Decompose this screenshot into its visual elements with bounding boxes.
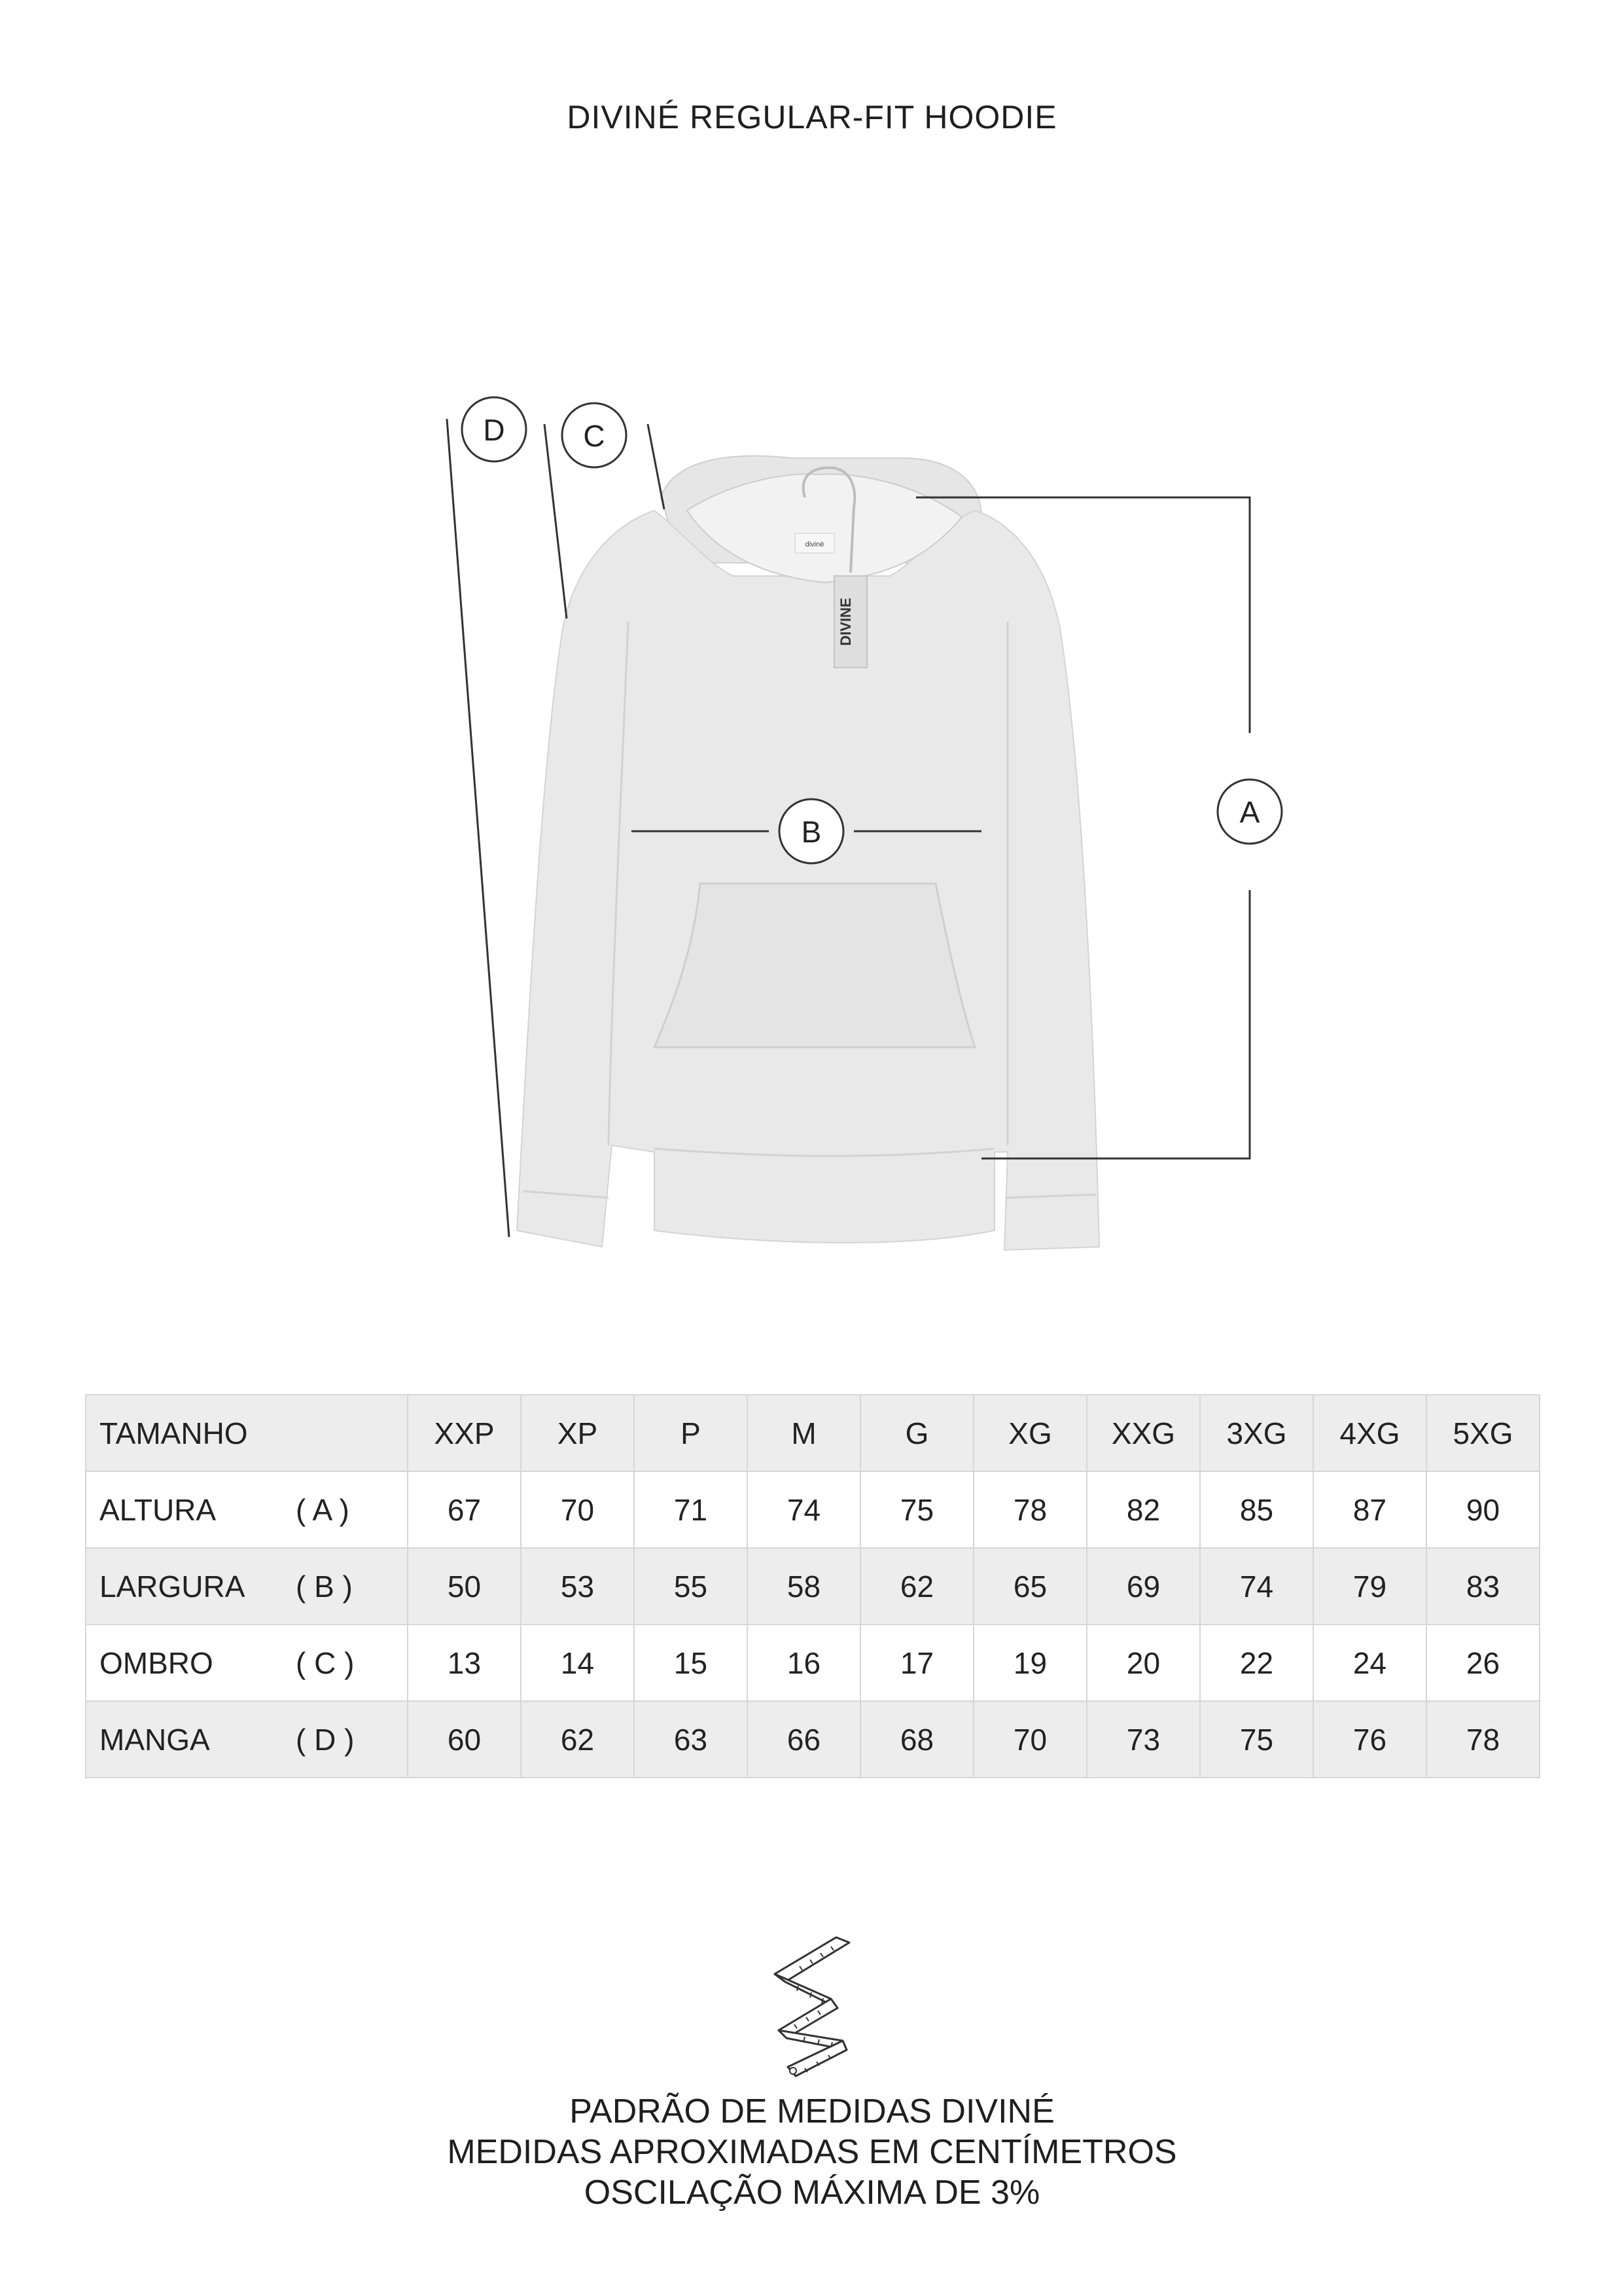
table-cell: 15: [634, 1624, 747, 1701]
row-label-cell: [86, 1548, 408, 1624]
table-cell: 74: [1200, 1548, 1313, 1624]
table-cell: 75: [1200, 1701, 1313, 1778]
table-row: [86, 1624, 1540, 1701]
size-header: XXP: [408, 1395, 521, 1471]
size-header: XG: [974, 1395, 1087, 1471]
header-label-cell: [86, 1395, 408, 1471]
table-cell: 90: [1426, 1471, 1540, 1548]
table-cell: 82: [1087, 1471, 1200, 1548]
table-cell: 83: [1426, 1548, 1540, 1624]
size-header: P: [634, 1395, 747, 1471]
table-cell: 69: [1087, 1548, 1200, 1624]
table-row: [86, 1548, 1540, 1624]
table-cell: 74: [747, 1471, 860, 1548]
size-header: XXG: [1087, 1395, 1200, 1471]
row-code: ( A ): [296, 1492, 349, 1527]
table-cell: 66: [747, 1701, 860, 1778]
table-cell: 70: [974, 1701, 1087, 1778]
row-label-cell: [86, 1624, 408, 1701]
size-header: 5XG: [1426, 1395, 1540, 1471]
footer-line-standard: PADRÃO DE MEDIDAS DIVINÉ: [569, 2092, 1055, 2130]
table-cell: 13: [408, 1624, 521, 1701]
table-cell: 70: [521, 1471, 634, 1548]
table-cell: 79: [1313, 1548, 1426, 1624]
table-cell: 73: [1087, 1701, 1200, 1778]
size-header: M: [747, 1395, 860, 1471]
table-row: [86, 1471, 1540, 1548]
header-label: TAMANHO: [99, 1416, 248, 1450]
measure-line-d: [447, 419, 509, 1237]
table-cell: 24: [1313, 1624, 1426, 1701]
size-header: 3XG: [1200, 1395, 1313, 1471]
row-label: ALTURA: [99, 1492, 217, 1527]
row-label-cell: [86, 1471, 408, 1548]
table-cell: 50: [408, 1548, 521, 1624]
table-cell: 22: [1200, 1624, 1313, 1701]
table-cell: 75: [860, 1471, 974, 1548]
row-label: MANGA: [99, 1722, 210, 1757]
page-title: DIVINÉ REGULAR-FIT HOODIE: [567, 99, 1057, 135]
table-cell: 26: [1426, 1624, 1540, 1701]
row-label: LARGURA: [99, 1569, 245, 1604]
footer-line-units: MEDIDAS APROXIMADAS EM CENTÍMETROS: [447, 2133, 1177, 2171]
callout-a: A: [1239, 795, 1260, 829]
table-cell: 53: [521, 1548, 634, 1624]
row-label-cell: [86, 1701, 408, 1778]
table-cell: 85: [1200, 1471, 1313, 1548]
table-cell: 68: [860, 1701, 974, 1778]
size-chart-table: [85, 1394, 1540, 1778]
table-cell: 65: [974, 1548, 1087, 1624]
table-cell: 55: [634, 1548, 747, 1624]
table-cell: 58: [747, 1548, 860, 1624]
neck-label-text: divinè: [805, 541, 824, 548]
table-cell: 62: [860, 1548, 974, 1624]
row-code: ( D ): [296, 1722, 355, 1757]
table-cell: 76: [1313, 1701, 1426, 1778]
table-cell: 78: [974, 1471, 1087, 1548]
table-cell: 87: [1313, 1471, 1426, 1548]
table-row: [86, 1701, 1540, 1778]
table-cell: 20: [1087, 1624, 1200, 1701]
table-header-row: [86, 1395, 1540, 1471]
measuring-tape-icon: [766, 1931, 864, 2081]
table-cell: 63: [634, 1701, 747, 1778]
table-cell: 78: [1426, 1701, 1540, 1778]
callout-b: B: [801, 815, 822, 849]
kangaroo-pocket: [654, 884, 975, 1047]
table-cell: 62: [521, 1701, 634, 1778]
size-header: G: [860, 1395, 974, 1471]
table-cell: 17: [860, 1624, 974, 1701]
measurement-notes: [0, 2091, 1624, 2213]
size-header: XP: [521, 1395, 634, 1471]
footer-line-tolerance: OSCILAÇÃO MÁXIMA DE 3%: [584, 2174, 1040, 2212]
table-cell: 14: [521, 1624, 634, 1701]
hang-tag-text: DIVINE: [838, 598, 854, 646]
table-cell: 19: [974, 1624, 1087, 1701]
table-cell: 71: [634, 1471, 747, 1548]
row-code: ( B ): [296, 1569, 353, 1604]
table-cell: 67: [408, 1471, 521, 1548]
hoodie-body: [517, 511, 1099, 1250]
row-label: OMBRO: [99, 1645, 213, 1680]
row-code: ( C ): [296, 1645, 355, 1680]
size-header: 4XG: [1313, 1395, 1426, 1471]
callout-d: D: [483, 413, 505, 447]
table-cell: 16: [747, 1624, 860, 1701]
callout-c: C: [583, 419, 605, 453]
table-cell: 60: [408, 1701, 521, 1778]
